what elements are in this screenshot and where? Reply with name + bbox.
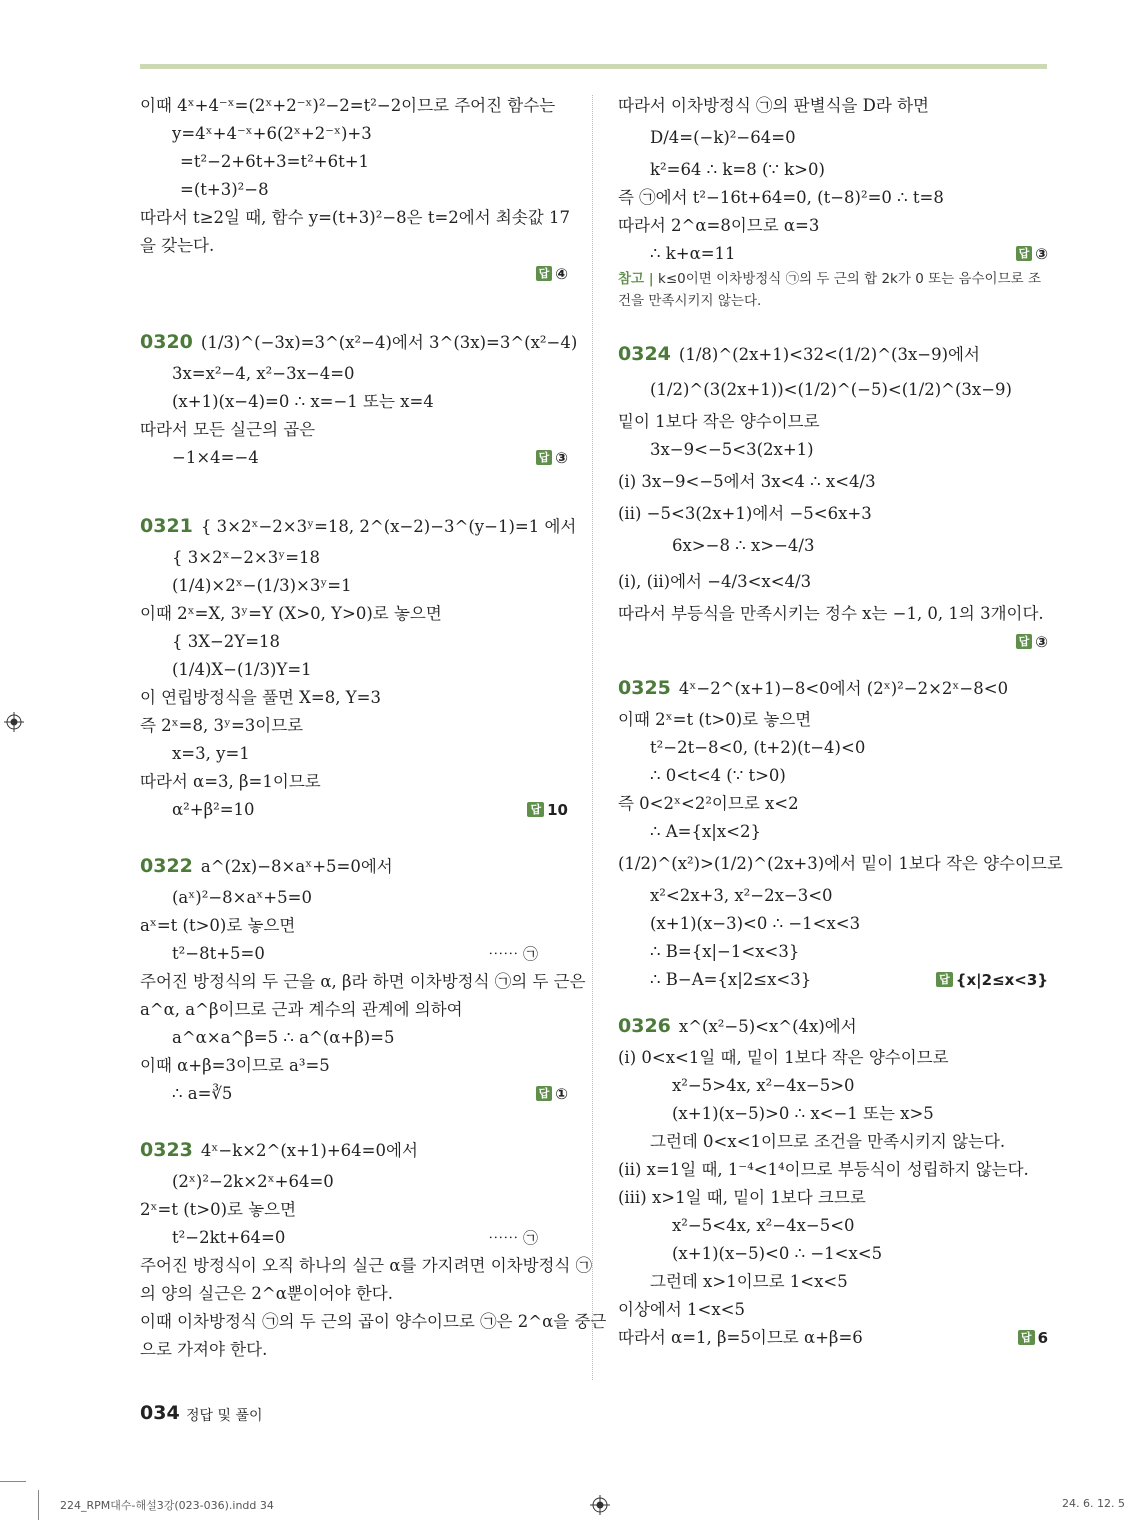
text-line: 밑이 1보다 작은 양수이므로 — [618, 412, 820, 431]
text-line: α²+β²=10 — [172, 800, 255, 819]
answer-mark — [936, 966, 1048, 994]
text-line: (2ˣ)²−2k×2ˣ+64=0 — [172, 1172, 334, 1191]
text-line: 주어진 방정식이 오직 하나의 실근 α를 가지려면 이차방정식 ㉠ — [140, 1256, 593, 1275]
text-line: a^α×a^β=5 ∴ a^(α+β)=5 — [172, 1028, 395, 1047]
answer-row — [140, 796, 568, 824]
slug-date: 24. 6. 12. 5 — [1062, 1497, 1125, 1510]
answer-value: ③ — [555, 449, 568, 467]
answer-badge: 답 — [536, 450, 553, 465]
text-line: (ⅰ) 0<x<1일 때, 밑이 1보다 작은 양수이므로 — [618, 1048, 949, 1067]
text-line: D/4=(−k)²−64=0 — [650, 128, 796, 147]
answer-row — [618, 966, 1048, 994]
answer-badge: 답 — [1018, 1330, 1035, 1345]
text-line: { 3X−2Y=18 — [172, 632, 281, 651]
text-line: (x+1)(x−5)<0 ∴ −1<x<5 — [672, 1244, 883, 1263]
text-line: 즉 ㉠에서 t²−16t+64=0, (t−8)²=0 ∴ t=8 — [618, 188, 944, 207]
problem-heading — [140, 324, 578, 360]
text-line: (x+1)(x−4)=0 ∴ x=−1 또는 x=4 — [172, 392, 434, 411]
text-line: x^(x²−5)<x^(4x)에서 — [678, 1017, 857, 1036]
text-line: 4ˣ−k×2^(x+1)+64=0에서 — [200, 1141, 418, 1160]
answer-value: {x|2≤x<3} — [955, 971, 1048, 989]
problem-heading — [618, 670, 1048, 706]
answer-badge: 답 — [527, 802, 544, 817]
problem-number: 0323 — [140, 1139, 193, 1161]
answer-badge: 답 — [536, 266, 553, 281]
problem-heading — [618, 1008, 1048, 1044]
answer-badge: 답 — [1016, 634, 1033, 649]
registration-mark-icon — [590, 1495, 610, 1515]
text-line: 이때 2ˣ=t (t>0)로 놓으면 — [618, 710, 812, 729]
text-line: { 3×2ˣ−2×3ʸ=18, 2^(x−2)−3^(y−1)=1 에서 — [200, 517, 577, 536]
text-line: 그런데 0<x<1이므로 조건을 만족시키지 않는다. — [650, 1132, 1006, 1151]
text-line: (ⅰ) 3x−9<−5에서 3x<4 ∴ x<4/3 — [618, 472, 876, 491]
problem-heading — [618, 336, 1048, 372]
text-line: x²−5<4x, x²−4x−5<0 — [672, 1216, 855, 1235]
text-line: (1/2)^(x²)>(1/2)^(2x+3)에서 밑이 1보다 작은 양수이므로 — [618, 854, 1063, 873]
answer-value: 6 — [1037, 1329, 1048, 1347]
text-line: 2ˣ=t (t>0)로 놓으면 — [140, 1200, 297, 1219]
reference-note — [618, 268, 1048, 312]
text-line: (1/4)X−(1/3)Y=1 — [172, 660, 312, 679]
answer-row — [618, 240, 1048, 268]
text-line: =t²−2+6t+3=t²+6t+1 — [180, 152, 370, 171]
registration-mark-icon — [4, 712, 24, 732]
problem-number: 0321 — [140, 515, 193, 537]
text-line: 의 양의 실근은 2^α뿐이어야 한다. — [140, 1284, 393, 1303]
text-line: ∴ B={x|−1<x<3} — [650, 942, 800, 961]
text-line: (ⅰ), (ⅱ)에서 −4/3<x<4/3 — [618, 572, 812, 591]
text-line: ∴ A={x|x<2} — [650, 822, 761, 841]
text-line: 이때 α+β=3이므로 a³=5 — [140, 1056, 330, 1075]
text-line: (ⅱ) x=1일 때, 1⁻⁴<1⁴이므로 부등식이 성립하지 않는다. — [618, 1160, 1029, 1179]
text-line: 4ˣ−2^(x+1)−8<0에서 (2ˣ)²−2×2ˣ−8<0 — [678, 679, 1009, 698]
answer-mark — [536, 260, 568, 288]
text-line: =(t+3)²−8 — [180, 180, 269, 199]
problem-number: 0325 — [618, 677, 671, 699]
text-line: 이 연립방정식을 풀면 X=8, Y=3 — [140, 688, 381, 707]
text-line: { 3×2ˣ−2×3ʸ=18 — [172, 548, 321, 567]
text-line: 이때 이차방정식 ㉠의 두 근의 곱이 양수이므로 ㉠은 2^α을 중근 — [140, 1312, 607, 1331]
answer-value: ④ — [555, 265, 568, 283]
crop-mark-horizontal — [0, 1481, 26, 1482]
answer-mark — [1016, 628, 1048, 656]
crop-mark-vertical — [38, 1490, 39, 1520]
text-line: 으로 가져야 한다. — [140, 1340, 268, 1359]
text-line: 3x=x²−4, x²−3x−4=0 — [172, 364, 355, 383]
text-line: k²=64 ∴ k=8 (∵ k>0) — [650, 160, 825, 179]
text-line: a^(2x)−8×aˣ+5=0에서 — [200, 857, 393, 876]
equation-marker: ⋯⋯ ㉠ — [488, 1229, 538, 1247]
left-column — [140, 92, 607, 1364]
answer-value: ③ — [1035, 633, 1048, 651]
problem-heading — [140, 1132, 568, 1168]
text-line: (aˣ)²−8×aˣ+5=0 — [172, 888, 312, 907]
answer-row — [618, 628, 1048, 656]
text-line: (1/3)^(−3x)=3^(x²−4)에서 3^(3x)=3^(x²−4) — [200, 333, 578, 352]
answer-badge: 답 — [936, 972, 953, 987]
text-line: 이상에서 1<x<5 — [618, 1300, 745, 1319]
answer-mark — [1018, 1324, 1048, 1352]
text-line: (ⅲ) x>1일 때, 밑이 1보다 크므로 — [618, 1188, 866, 1207]
text-line: 따라서 이차방정식 ㉠의 판별식을 D라 하면 — [618, 96, 929, 115]
text-line: (1/4)×2ˣ−(1/3)×3ʸ=1 — [172, 576, 352, 595]
text-line: a^α, a^β이므로 근과 계수의 관계에 의하여 — [140, 1000, 463, 1019]
text-line: (ⅱ) −5<3(2x+1)에서 −5<6x+3 — [618, 504, 872, 523]
text-line: ∴ B−A={x|2≤x<3} — [650, 970, 812, 989]
answer-value: ③ — [1035, 245, 1048, 263]
problem-number: 0320 — [140, 331, 193, 353]
answer-mark — [536, 1080, 568, 1108]
answer-mark — [536, 444, 568, 472]
text-line: (1/8)^(2x+1)<32<(1/2)^(3x−9)에서 — [678, 345, 980, 364]
text-line: x²<2x+3, x²−2x−3<0 — [650, 886, 833, 905]
page-number: 034 — [140, 1402, 180, 1424]
right-column — [618, 92, 1063, 1352]
text-line: 이때 2ˣ=X, 3ʸ=Y (X>0, Y>0)로 놓으면 — [140, 604, 442, 623]
text-line: ∴ 0<t<4 (∵ t>0) — [650, 766, 786, 785]
text-line-marked — [140, 940, 568, 968]
text-line: x²−5>4x, x²−4x−5>0 — [672, 1076, 855, 1095]
problem-heading — [140, 848, 568, 884]
text-line-marked — [140, 1224, 568, 1252]
text-line: (x+1)(x−3)<0 ∴ −1<x<3 — [650, 914, 861, 933]
slug-filename: 224_RPM대수-해설3강(023-036).indd 34 — [60, 1499, 274, 1512]
text-line: 이때 4ˣ+4⁻ˣ=(2ˣ+2⁻ˣ)²−2=t²−2이므로 주어진 함수는 — [140, 96, 556, 115]
text-line: (x+1)(x−5)>0 ∴ x<−1 또는 x>5 — [672, 1104, 934, 1123]
answer-row — [140, 260, 568, 288]
text-line: (1/2)^(3(2x+1))<(1/2)^(−5)<(1/2)^(3x−9) — [650, 380, 1012, 399]
answer-row — [618, 1324, 1048, 1352]
text-line: x=3, y=1 — [172, 744, 250, 763]
answer-mark — [1016, 240, 1048, 268]
text-line: t²−2kt+64=0 — [172, 1228, 286, 1247]
text-line: 주어진 방정식의 두 근을 α, β라 하면 이차방정식 ㉠의 두 근은 — [140, 972, 586, 991]
text-line: y=4ˣ+4⁻ˣ+6(2ˣ+2⁻ˣ)+3 — [172, 124, 372, 143]
note-label: 참고 | — [618, 271, 654, 287]
problem-number: 0326 — [618, 1015, 671, 1037]
answer-badge: 답 — [1016, 246, 1033, 261]
answer-row — [140, 444, 568, 472]
text-line: 즉 2ˣ=8, 3ʸ=3이므로 — [140, 716, 304, 735]
page-label: 정답 및 풀이 — [186, 1408, 263, 1424]
text-line: aˣ=t (t>0)로 놓으면 — [140, 916, 296, 935]
problem-number: 0324 — [618, 343, 671, 365]
text-line: ∴ k+α=11 — [650, 244, 736, 263]
text-line: ∴ a=∛5 — [172, 1084, 233, 1103]
answer-value: ① — [555, 1085, 568, 1103]
text-line: 즉 0<2ˣ<2²이므로 x<2 — [618, 794, 799, 813]
text-line: 따라서 α=3, β=1이므로 — [140, 772, 321, 791]
text-line: 3x−9<−5<3(2x+1) — [650, 440, 814, 459]
text-line: 그런데 x>1이므로 1<x<5 — [650, 1272, 848, 1291]
text-line: t²−2t−8<0, (t+2)(t−4)<0 — [650, 738, 866, 757]
equation-marker: ⋯⋯ ㉠ — [488, 945, 538, 963]
text-line: 따라서 t≥2일 때, 함수 y=(t+3)²−8은 t=2에서 최솟값 17 — [140, 208, 570, 227]
problem-number: 0322 — [140, 855, 193, 877]
text-line: 따라서 2^α=8이므로 α=3 — [618, 216, 820, 235]
problem-heading — [140, 508, 577, 544]
text-line: t²−8t+5=0 — [172, 944, 265, 963]
note-text: k≤0이면 이차방정식 ㉠의 두 근의 합 2k가 0 또는 음수이므로 조건을 만족시키지 않는다. — [618, 271, 1042, 309]
text-line: 을 갖는다. — [140, 236, 215, 255]
text-line: −1×4=−4 — [172, 448, 259, 467]
text-line: 따라서 α=1, β=5이므로 α+β=6 — [618, 1328, 863, 1347]
answer-value: 10 — [547, 801, 568, 819]
text-line: 6x>−8 ∴ x>−4/3 — [672, 536, 815, 555]
answer-row — [140, 1080, 568, 1108]
text-line: 따라서 모든 실근의 곱은 — [140, 420, 316, 439]
answer-badge: 답 — [536, 1086, 553, 1101]
answer-mark — [527, 796, 568, 824]
header-rule — [140, 64, 1047, 69]
column-divider — [592, 95, 593, 1380]
text-line: 따라서 부등식을 만족시키는 정수 x는 −1, 0, 1의 3개이다. — [618, 604, 1044, 623]
